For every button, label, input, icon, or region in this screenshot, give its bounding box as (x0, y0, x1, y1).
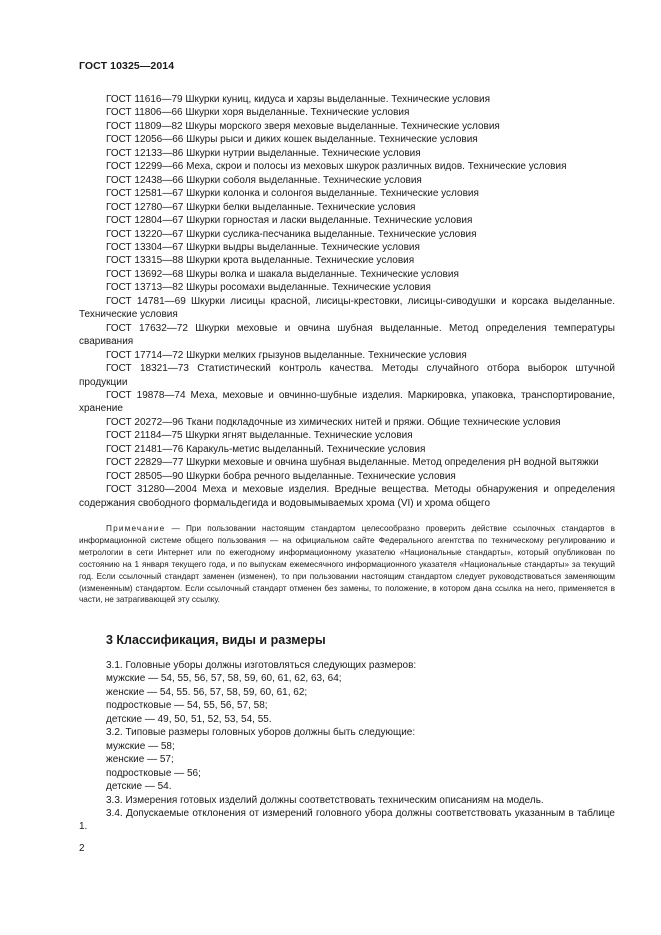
reference-item: ГОСТ 11806—66 Шкурки хоря выделанные. Технические условия (106, 107, 410, 119)
reference-item: ГОСТ 13220—67 Шкурки суслика-песчаника выделанные. Технические условия (106, 228, 477, 240)
body-paragraph: подростковые — 56; (106, 767, 201, 779)
body-paragraph: мужские — 58; (106, 740, 175, 752)
body-paragraph: женские — 57; (106, 754, 174, 766)
section-body (79, 659, 615, 834)
reference-item: ГОСТ 12056—66 Шкуры рыси и диких кошек выделанные. Технические условия (106, 134, 478, 146)
reference-item: ГОСТ 11809—82 Шкуры морского зверя меховые выделанные. Технические условия (106, 120, 500, 132)
page-number: 2 (79, 843, 85, 854)
reference-item: ГОСТ 19878—74 Меха, меховые и овчинно-шубные изделия. Маркировка, упаковка, транспортирование, хранение (79, 389, 615, 415)
reference-item: ГОСТ 12133—86 Шкурки нутрии выделанные. Технические условия (106, 147, 421, 159)
reference-item: ГОСТ 13304—67 Шкурки выдры выделанные. Технические условия (106, 241, 420, 253)
body-paragraph: 3.3. Измерения готовых изделий должны соответствовать техническим описаниям на модель. (106, 794, 544, 806)
note-text: — При пользовании настоящим стандартом целесообразно проверить действие ссылочных стандартов в информационной системе общего пользования — на официальном сайте Федерального агентства по техническому регулированию и метрологии в сети Интернет или по ежегодному информационному указателю «Национальные стандарты», который опубликован по состоянию на 1 января текущего года, и по выпускам ежемесячного информационного указателя «Национальные стандарты» за текущий год. Если ссылочный стандарт заменен (изменен), то при пользовании настоящим стандартом следует руководствоваться заменяющим (измененным) стандартом. Если ссылочный стандарт отменен без замены, то положение, в котором дана ссылка на него, применяется в части, не затрагивающей эту ссылку. (79, 524, 615, 605)
section-heading: 3 Классификация, виды и размеры (106, 633, 326, 647)
reference-item: ГОСТ 20272—96 Ткани подкладочные из химических нитей и пряжи. Общие технические условия (106, 416, 561, 428)
reference-item: ГОСТ 18321—73 Статистический контроль качества. Методы случайного отбора выборок штучной продукции (79, 363, 615, 388)
body-paragraph: детские — 49, 50, 51, 52, 53, 54, 55. (106, 713, 272, 725)
reference-item: ГОСТ 11616—79 Шкурки куниц, кидуса и харзы выделанные. Технические условия (106, 94, 491, 105)
reference-item: ГОСТ 21481—76 Каракуль-метис выделанный. Технические условия (106, 443, 426, 455)
note-lead: Примечание (106, 524, 166, 533)
reference-item: ГОСТ 21184—75 Шкурки ягнят выделанные. Технические условия (106, 430, 413, 442)
reference-item: ГОСТ 13713—82 Шкуры росомахи выделанные. Технические условия (106, 282, 431, 294)
reference-item: ГОСТ 12299—66 Меха, скрои и полосы из меховых шкурок различных видов. Технические условия (106, 161, 567, 173)
body-paragraph: 3.4. Допускаемые отклонения от измерений головного убора должны соответствовать указанным в таблице 1. (79, 807, 615, 833)
body-paragraph: мужские — 54, 55, 56, 57, 58, 59, 60, 61, 62, 63, 64; (106, 673, 342, 685)
body-paragraph: 3.2. Типовые размеры головных уборов должны быть следующие: (106, 727, 416, 739)
body-paragraph: женские — 54, 55. 56, 57, 58, 59, 60, 61, 62; (106, 686, 308, 698)
reference-item: ГОСТ 13692—68 Шкуры волка и шакала выделанные. Технические условия (106, 268, 459, 280)
reference-item: ГОСТ 12780—67 Шкурки белки выделанные. Технические условия (106, 201, 416, 213)
reference-item: ГОСТ 17714—72 Шкурки мелких грызунов выделанные. Технические условия (106, 349, 467, 361)
document-code-header: ГОСТ 10325—2014 (79, 60, 175, 72)
body-paragraph: подростковые — 54, 55, 56, 57, 58; (106, 700, 268, 712)
reference-item: ГОСТ 17632—72 Шкурки меховые и овчина шубная выделанные. Метод определения температуры сваривания (79, 322, 615, 348)
reference-item: ГОСТ 12804—67 Шкурки горностая и ласки выделанные. Технические условия (106, 215, 473, 227)
reference-item: ГОСТ 13315—88 Шкурки крота выделанные. Технические условия (106, 255, 415, 267)
body-paragraph: детские — 54. (106, 781, 172, 793)
reference-item: ГОСТ 12581—67 Шкурки колонка и солонгоя выделанные. Технические условия (106, 188, 479, 200)
reference-item: ГОСТ 12438—66 Шкурки соболя выделанные. Технические условия (106, 174, 422, 186)
reference-item: ГОСТ 28505—90 Шкурки бобра речного выделанные. Технические условия (106, 470, 456, 482)
reference-item: ГОСТ 14781—69 Шкурки лисицы красной, лисицы-крестовки, лисицы-сиводушки и корсака выделанные. Технические условия (79, 295, 615, 321)
reference-item: ГОСТ 31280—2004 Меха и меховые изделия. Вредные вещества. Методы обнаружения и определения содержания свободного формальдегида и водовымываемых хрома (VI) и хрома общего (79, 484, 615, 509)
references-note (79, 523, 615, 606)
body-paragraph: 3.1. Головные уборы должны изготовляться следующих размеров: (106, 660, 417, 671)
reference-item: ГОСТ 22829—77 Шкурки меховые и овчина шубная выделанные. Метод определения pH водной вытяжки (106, 457, 599, 469)
normative-references-list (79, 93, 615, 510)
